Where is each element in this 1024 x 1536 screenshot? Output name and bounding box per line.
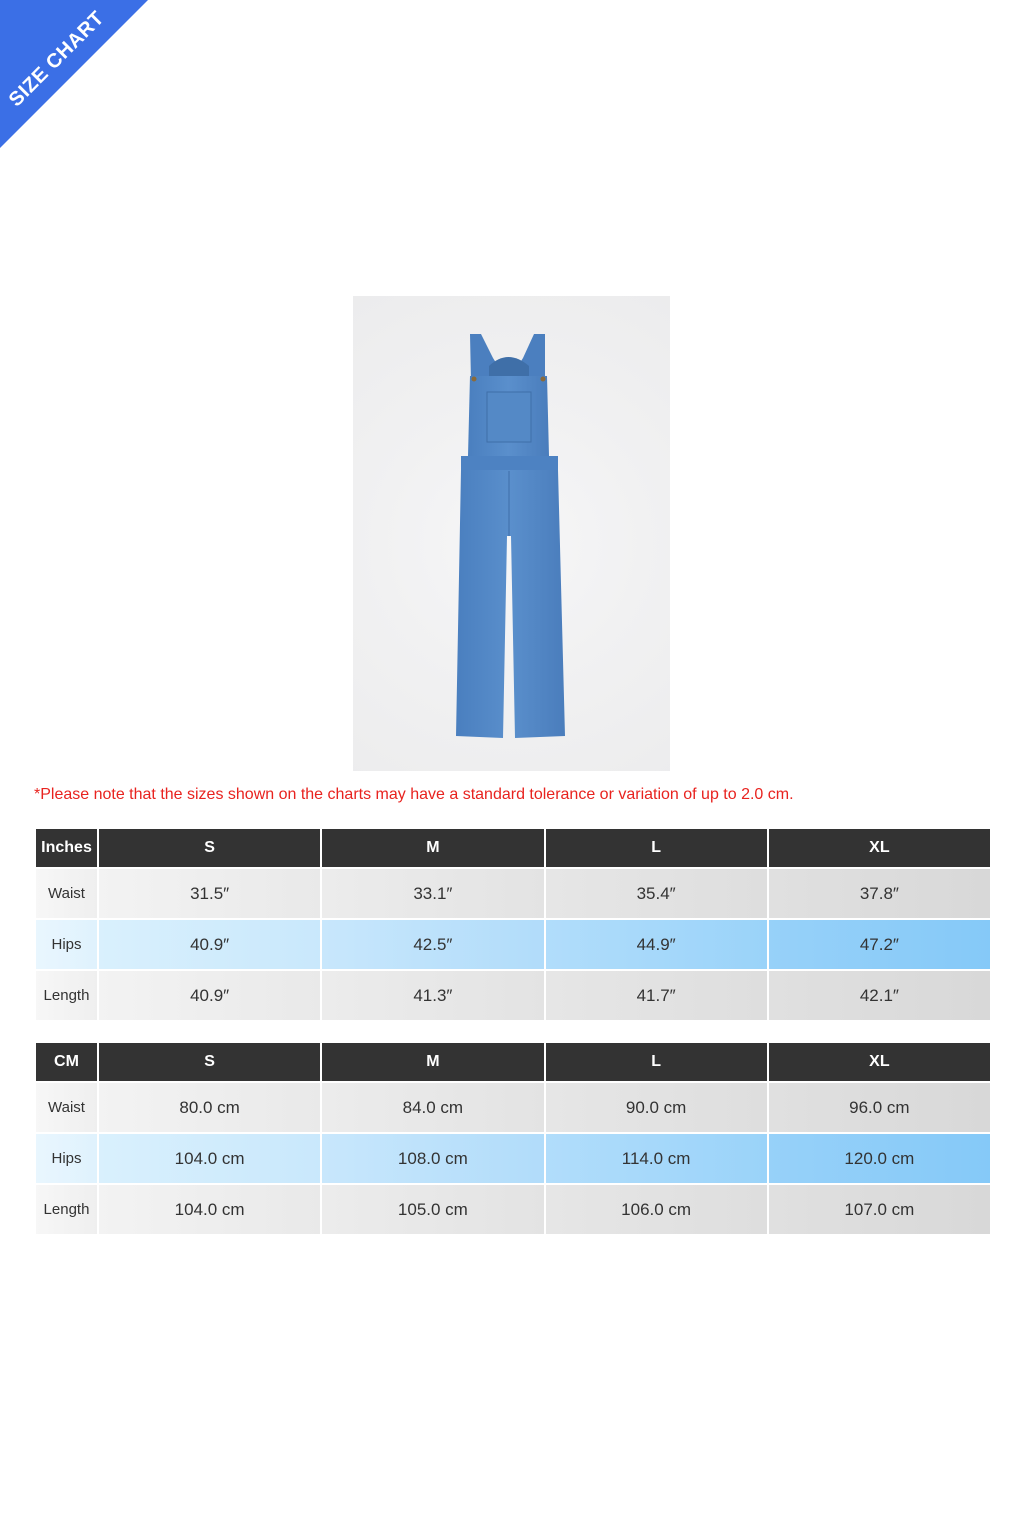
size-header: S: [99, 829, 320, 867]
table-row: [36, 869, 990, 918]
table-cell: 40.9″: [99, 971, 320, 1020]
table-header-row: [36, 1043, 990, 1081]
size-table-inches: [34, 827, 992, 1022]
table-cell: 104.0 cm: [99, 1134, 320, 1183]
table-row: [36, 920, 990, 969]
row-label: Hips: [36, 920, 97, 969]
row-label: Length: [36, 1185, 97, 1234]
table-cell: 84.0 cm: [322, 1083, 543, 1132]
size-chart-badge: [0, 0, 148, 148]
table-row: [36, 1185, 990, 1234]
row-label: Waist: [36, 1083, 97, 1132]
row-label: Length: [36, 971, 97, 1020]
table-cell: 35.4″: [546, 869, 767, 918]
table-row: [36, 1134, 990, 1183]
table-cell: 107.0 cm: [769, 1185, 990, 1234]
size-header: M: [322, 829, 543, 867]
product-image: [353, 296, 670, 771]
row-label: Hips: [36, 1134, 97, 1183]
size-header: L: [546, 1043, 767, 1081]
unit-header: CM: [36, 1043, 97, 1081]
table-cell: 44.9″: [546, 920, 767, 969]
denim-overalls-illustration: [353, 296, 670, 771]
unit-header: Inches: [36, 829, 97, 867]
table-cell: 114.0 cm: [546, 1134, 767, 1183]
size-header: L: [546, 829, 767, 867]
row-label: Waist: [36, 869, 97, 918]
table-cell: 104.0 cm: [99, 1185, 320, 1234]
tolerance-note: *Please note that the sizes shown on the charts may have a standard tolerance or variation of up to 2.0 cm.: [34, 786, 794, 803]
table-cell: 96.0 cm: [769, 1083, 990, 1132]
table-cell: 33.1″: [322, 869, 543, 918]
table-cell: 42.5″: [322, 920, 543, 969]
size-header: XL: [769, 829, 990, 867]
table-cell: 120.0 cm: [769, 1134, 990, 1183]
table-cell: 42.1″: [769, 971, 990, 1020]
size-chart-badge-label: SIZE CHART: [4, 7, 109, 112]
size-header: XL: [769, 1043, 990, 1081]
table-cell: 40.9″: [99, 920, 320, 969]
table-header-row: [36, 829, 990, 867]
table-cell: 80.0 cm: [99, 1083, 320, 1132]
size-table-cm: [34, 1041, 992, 1236]
table-row: [36, 971, 990, 1020]
table-cell: 108.0 cm: [322, 1134, 543, 1183]
table-cell: 47.2″: [769, 920, 990, 969]
size-header: M: [322, 1043, 543, 1081]
table-cell: 105.0 cm: [322, 1185, 543, 1234]
size-header: S: [99, 1043, 320, 1081]
table-cell: 31.5″: [99, 869, 320, 918]
table-row: [36, 1083, 990, 1132]
table-cell: 37.8″: [769, 869, 990, 918]
table-cell: 106.0 cm: [546, 1185, 767, 1234]
table-cell: 90.0 cm: [546, 1083, 767, 1132]
table-cell: 41.7″: [546, 971, 767, 1020]
table-cell: 41.3″: [322, 971, 543, 1020]
